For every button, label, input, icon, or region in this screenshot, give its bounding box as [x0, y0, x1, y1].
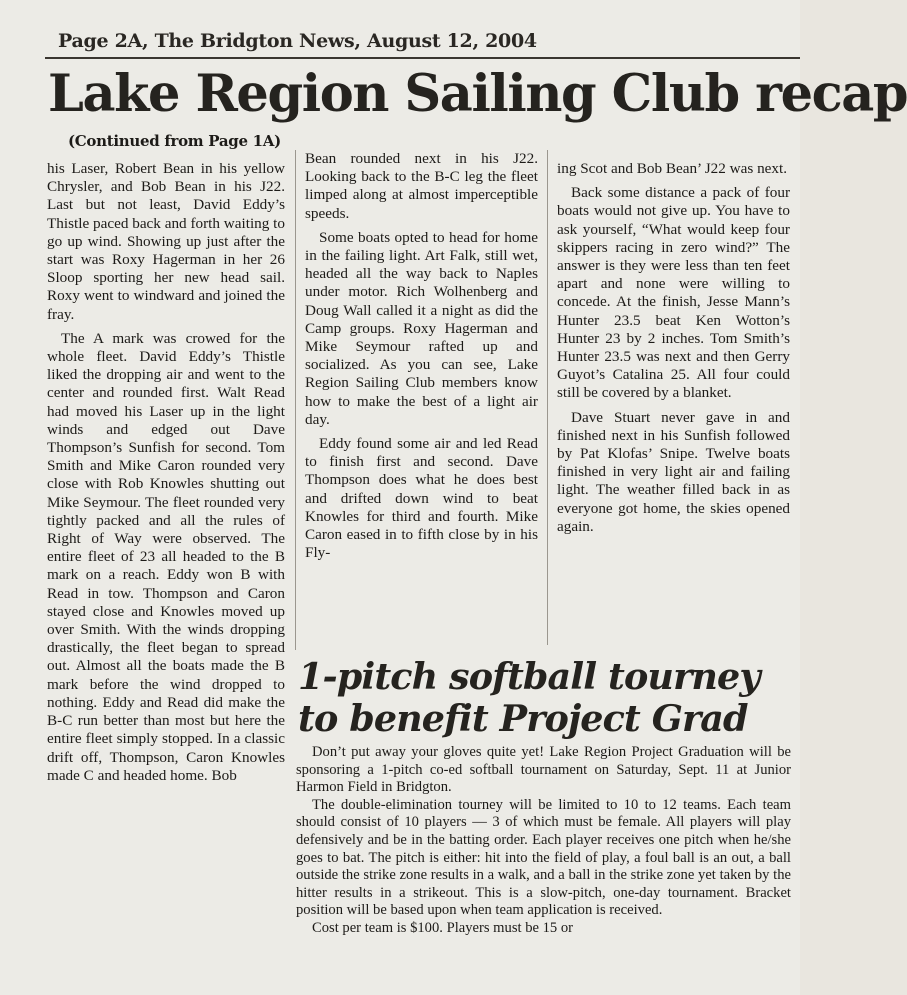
- paragraph: his Laser, Robert Bean in his yellow Chrysler, and Bob Bean in his J22. Last but not least, David Eddy’s Thistle paced back and forth waiting to go up wind. Showing up just after the start was Roxy Hagerman in her 26 Sloop sporting her new head sail. Roxy went to windward and joined the fray.: [47, 160, 285, 323]
- top-rule: [45, 57, 800, 59]
- column-divider: [547, 150, 548, 645]
- paragraph: The double-elimination tourney will be limited to 10 to 12 teams. Each team should consist of 10 players — 3 of which must be female. All players will play defensively and be in the batting order. Each player receives one pitch when he/she goes to bat. The pitch is either: hit into the field of play, a foul ball is an out, a ball outside the strike zone results in a walk, and a ball in the strike zone yet taken by the hitter results in a strikeout. This is a slow-pitch, one-day tournament. Bracket position will be based upon when team application is received.: [296, 796, 791, 919]
- softball-headline-line-1: 1-pitch softball tourney: [298, 655, 760, 698]
- softball-headline-line-2: to benefit Project Grad: [298, 697, 748, 740]
- column-divider: [295, 150, 296, 650]
- softball-headline: [298, 656, 798, 740]
- paragraph: Don’t put away your gloves quite yet! Lake Region Project Graduation will be sponsoring a 1-pitch co-ed softball tournament on Saturday, Sept. 11 at Junior Harmon Field in Bridgton.: [296, 744, 791, 796]
- paragraph: Dave Stuart never gave in and finished next in his Sunfish followed by Pat Klofas’ Snipe. Twelve boats finished in very light air and failing light. The weather filled back in as everyone got home, the skies opened again.: [557, 408, 790, 535]
- paragraph: Bean rounded next in his J22. Looking back to the B-C leg the fleet limped along at almost imperceptible speeds.: [305, 150, 538, 222]
- article-column-2: [305, 150, 538, 650]
- paragraph: Some boats opted to head for home in the failing light. Art Falk, still wet, headed all the way back to Naples under motor. Rich Wolhenberg and Doug Wall called it a night as did the Camp groups. Roxy Hagerman and Mike Seymour rafted up and socialized. As you can see, Lake Region Sailing Club members know how to make the best of a light air day.: [305, 228, 538, 428]
- article-column-3: [557, 160, 790, 650]
- page-folio: Page 2A, The Bridgton News, August 12, 2004: [58, 30, 537, 52]
- paragraph: Cost per team is $100. Players must be 15 or: [312, 919, 574, 936]
- continued-note: (Continued from Page 1A): [68, 132, 281, 150]
- softball-article-body: [296, 744, 791, 995]
- paragraph: The A mark was crowed for the whole fleet. David Eddy’s Thistle liked the dropping air and went to the center and rounded first. Walt Read had moved his Laser up in the light winds and edged out Dave Thompson’s Sunfish for second. Tom Smith and Mike Caron rounded very close with Rob Knowles shutting out Mike Seymour. The fleet rounded very tightly packed and all the rules of Right of Way were observed. The entire fleet of 23 all headed to the B mark on a reach. Eddy won B with Read in tow. Thompson and Caron stayed close and Knowles moved up over Smith. With the winds dropping drastically, the fleet began to spread out. Almost all the boats made the B mark before the wind dropped to nothing. Eddy and Read did make the B-C run better than most but here the entire fleet simply stopped. In a classic drift off, Thompson, Caron Knowles made C and headed home. Bob: [47, 329, 285, 784]
- article-column-1: [47, 160, 285, 995]
- paragraph: Eddy found some air and led Read to finish first and second. Dave Thompson does what he does best and drifted down wind to beat Knowles for third and fourth. Mike Caron eased in to fifth close by in his Fly-: [305, 435, 538, 562]
- article-headline: Lake Region Sailing Club recap: [48, 64, 907, 124]
- paragraph: ing Scot and Bob Bean’ J22 was next.: [557, 160, 788, 177]
- paragraph: Back some distance a pack of four boats would not give up. You have to ask yourself, “What would keep four skippers racing in zero wind?” The answer is they were less than ten feet apart and none were willing to concede. At the finish, Jesse Mann’s Hunter 23.5 beat Ken Wotton’s Hunter 23 by 2 inches. Tom Smith’s Hunter 23.5 was next and then Gerry Guyot’s Catalina 25. All four could still be covered by a blanket.: [557, 184, 790, 402]
